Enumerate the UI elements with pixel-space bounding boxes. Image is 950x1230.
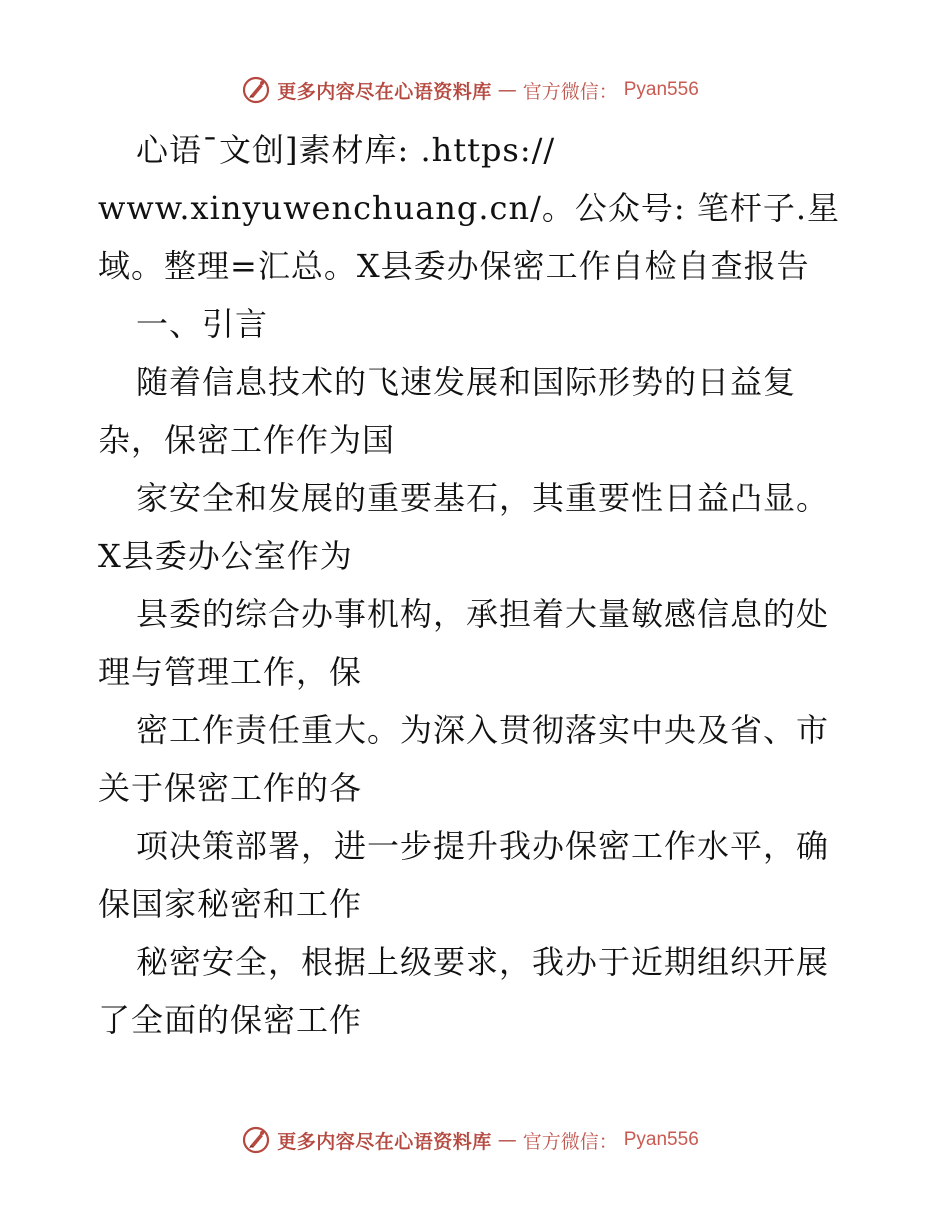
footer-banner xyxy=(0,1120,950,1160)
document-body xyxy=(98,121,878,1049)
banner-dash: — xyxy=(497,79,517,101)
text-line: www.xinyuwenchuang.cn/。公众号: 笔杆子.星 xyxy=(98,189,840,227)
text-line: 关于保密工作的各 xyxy=(98,769,363,807)
quill-pen-icon xyxy=(241,1125,271,1155)
text-line: 项决策部署，进一步提升我办保密工作水平，确 xyxy=(136,827,830,865)
banner-title: 更多内容尽在心语资料库 xyxy=(277,80,492,103)
banner-title: 更多内容尽在心语资料库 xyxy=(277,1130,492,1153)
banner-dash: — xyxy=(497,1129,517,1151)
text-line: 杂，保密工作作为国 xyxy=(98,421,396,459)
header-banner xyxy=(0,70,950,110)
text-line: 了全面的保密工作 xyxy=(98,1001,363,1039)
text-line: 县委的综合办事机构，承担着大量敏感信息的处 xyxy=(136,595,830,633)
text-line: 保国家秘密和工作 xyxy=(98,885,363,923)
text-line: 理与管理工作，保 xyxy=(98,653,363,691)
section-heading: 一、引言 xyxy=(136,305,269,343)
banner-wechat-label: 官方微信： xyxy=(522,80,618,103)
banner-wechat-label: 官方微信： xyxy=(522,1130,618,1153)
text-line: 心语¯文创]素材库: .https:// xyxy=(136,131,556,169)
banner-content xyxy=(241,1125,699,1155)
text-line: 随着信息技术的飞速发展和国际形势的日益复 xyxy=(136,363,797,401)
quill-pen-icon xyxy=(241,75,271,105)
text-line: 密工作责任重大。为深入贯彻落实中央及省、市 xyxy=(136,711,830,749)
text-line: 域。整理=汇总。X县委办保密工作自检自查报告 xyxy=(98,247,810,285)
text-line: 秘密安全，根据上级要求，我办于近期组织开展 xyxy=(136,943,830,981)
banner-wechat-id: Pyan556 xyxy=(623,79,699,100)
banner-content xyxy=(241,75,699,105)
text-line: 家安全和发展的重要基石，其重要性日益凸显。 xyxy=(136,479,830,517)
banner-wechat-id: Pyan556 xyxy=(623,1129,699,1150)
text-line: X县委办公室作为 xyxy=(98,537,353,575)
